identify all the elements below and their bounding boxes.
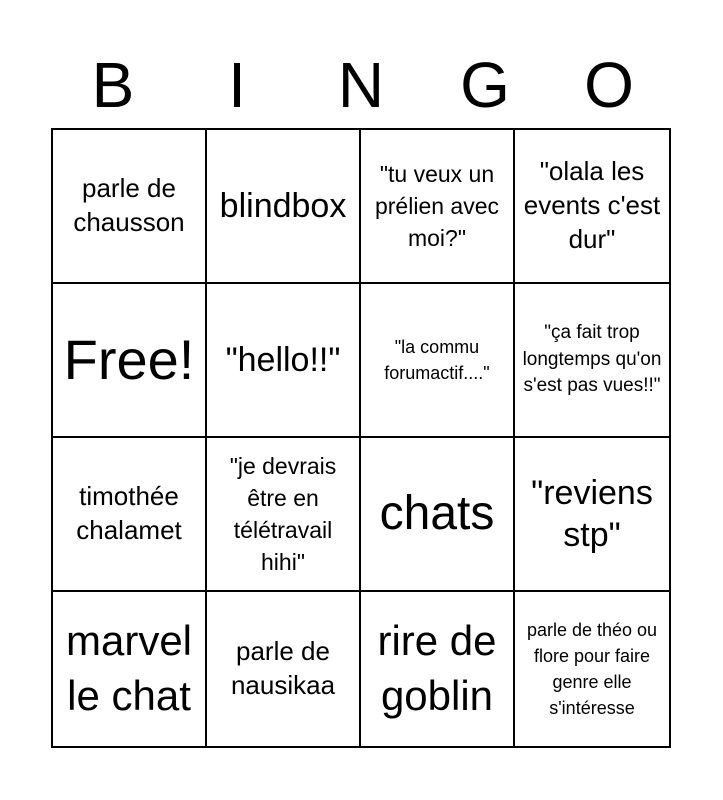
cell-text: "je devrais être en télétravail hihi" [229, 452, 337, 576]
cell-text: "tu veux un prélien avec moi?" [374, 160, 500, 252]
cell-text: "olala les events c'est dur" [523, 156, 661, 254]
cell-text: parle de chausson [73, 173, 185, 237]
cell-text: "hello!!" [225, 340, 341, 379]
header-letter-b: B [91, 49, 135, 121]
bingo-cell[interactable] [361, 284, 515, 438]
cell-text: blindbox [219, 186, 347, 225]
header-letter-i: I [228, 49, 246, 121]
free-cell[interactable] [53, 284, 207, 438]
bingo-cell[interactable] [515, 130, 669, 284]
cell-text: "reviens stp" [531, 473, 653, 554]
cell-text: rire de goblin [377, 617, 497, 719]
bingo-cell[interactable] [53, 438, 207, 592]
bingo-board [51, 128, 671, 748]
bingo-header [51, 40, 671, 130]
bingo-cell[interactable] [361, 130, 515, 284]
bingo-cell[interactable] [361, 592, 515, 746]
free-label: Free! [63, 328, 195, 391]
bingo-cell[interactable] [207, 130, 361, 284]
cell-text: "ça fait trop longtemps qu'on s'est pas vues!!" [522, 322, 662, 397]
bingo-cell[interactable] [53, 592, 207, 746]
bingo-cell[interactable] [207, 438, 361, 592]
cell-text: marvel le chat [65, 617, 193, 719]
bingo-cell[interactable] [515, 438, 669, 592]
cell-text: timothée chalamet [76, 481, 182, 545]
cell-text: chats [379, 487, 495, 541]
cell-text: "la commu forumactif...." [384, 336, 490, 383]
bingo-cell[interactable] [515, 592, 669, 746]
bingo-cell[interactable] [515, 284, 669, 438]
header-letter-n: N [337, 49, 385, 121]
header-letter-g: G [460, 49, 510, 121]
bingo-cell[interactable] [207, 284, 361, 438]
bingo-cell[interactable] [207, 592, 361, 746]
cell-text: parle de théo ou flore pour faire genre elle s'intéresse [526, 619, 658, 719]
cell-text: parle de nausikaa [230, 636, 336, 700]
bingo-cell[interactable] [361, 438, 515, 592]
bingo-cell[interactable] [53, 130, 207, 284]
header-letter-o: O [584, 49, 634, 121]
